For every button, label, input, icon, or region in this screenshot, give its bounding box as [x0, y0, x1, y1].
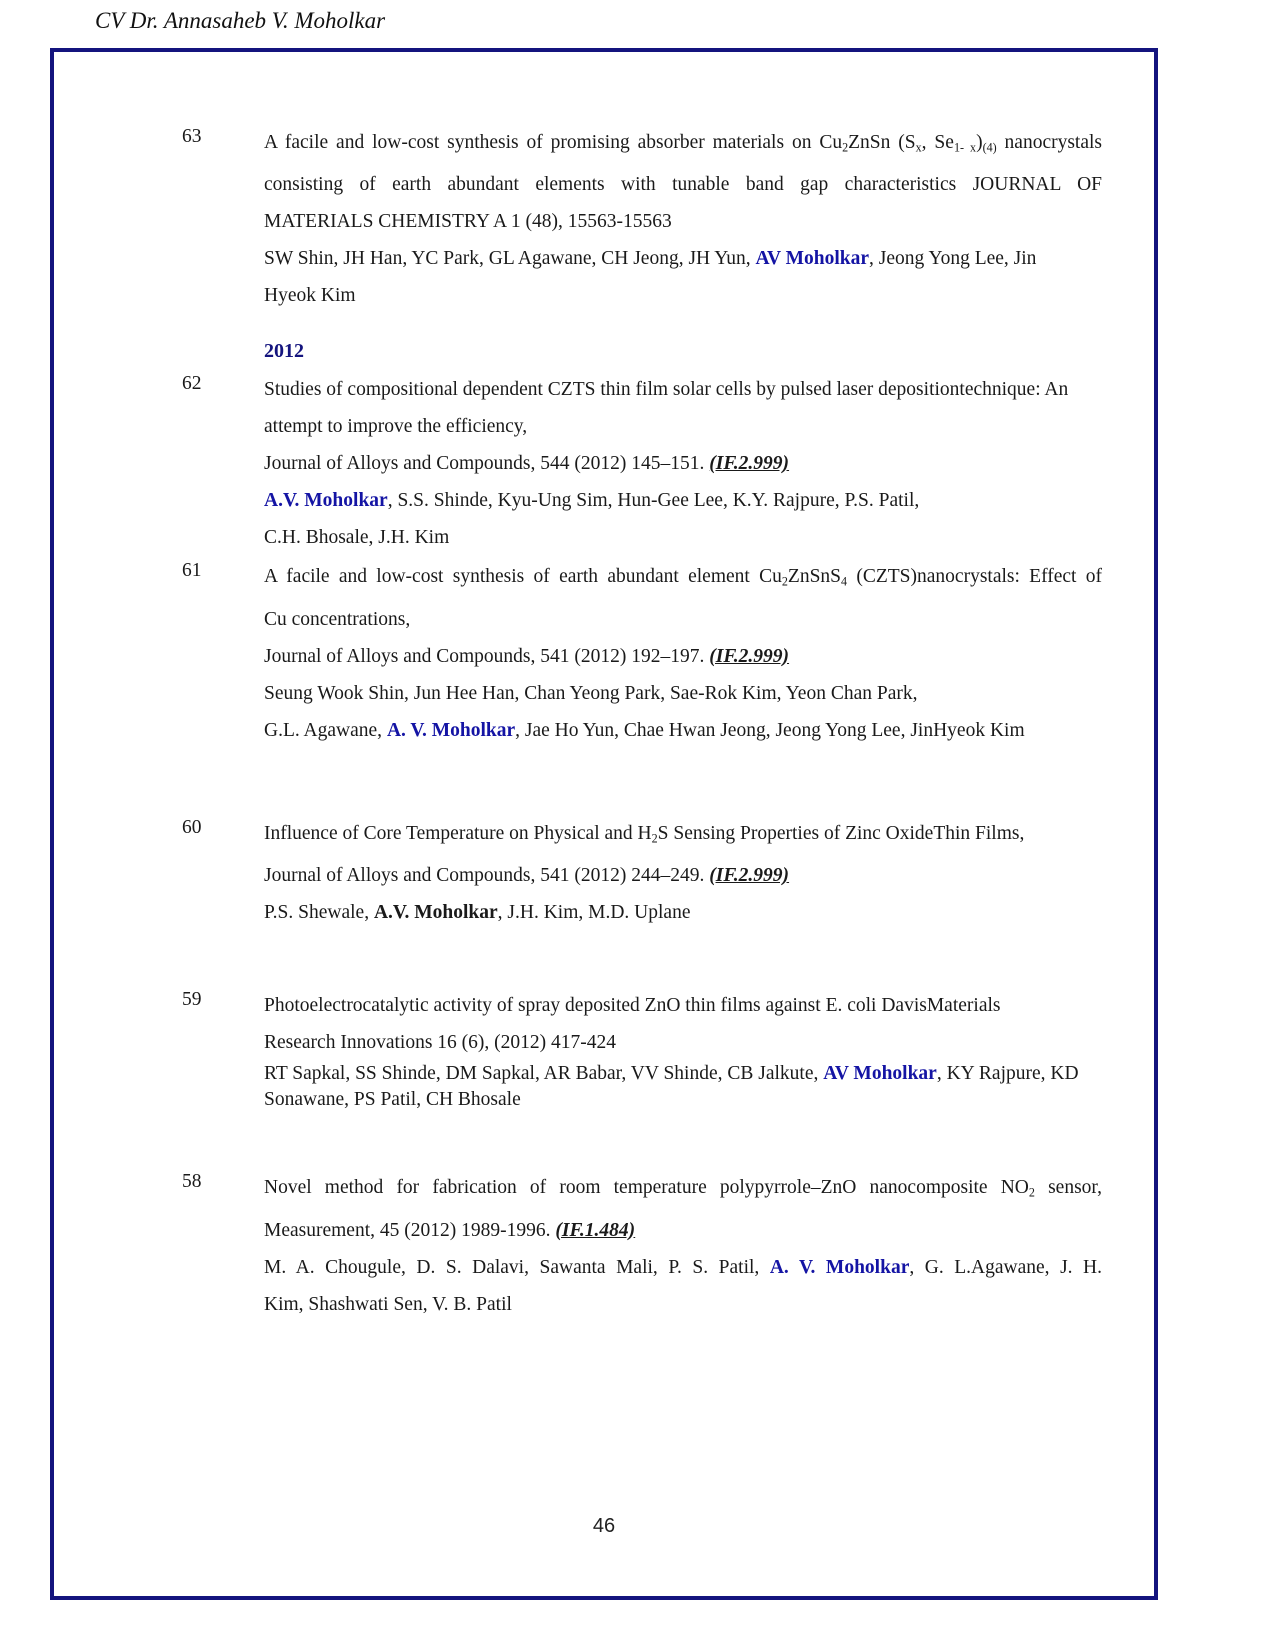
- text-segment: S Sensing Properties of Zinc OxideThin Films,: [657, 822, 1025, 844]
- entry-line: [264, 124, 1102, 166]
- publication-entry: [182, 371, 1154, 556]
- entry-line: [264, 240, 1102, 277]
- text-segment: , Jeong Yong Lee, Jin: [869, 248, 1037, 270]
- text-segment: Novel method for fabrication of room temperature polypyrrole–ZnO nanocomposite NO: [264, 1177, 1029, 1199]
- publication-entry: [182, 1169, 1154, 1322]
- entry-line: [264, 1286, 1102, 1323]
- page-number: 46: [592, 1515, 616, 1537]
- text-segment: Sonawane, PS Patil, CH Bhosale: [264, 1089, 521, 1111]
- text-segment: (IF.1.484): [555, 1219, 636, 1241]
- text-segment: Cu concentrations,: [264, 608, 411, 630]
- text-segment: , G. L.Agawane, J. H.: [909, 1256, 1103, 1278]
- text-segment: Journal of Alloys and Compounds, 544 (2012) 145–151.: [264, 453, 710, 475]
- text-segment: 4: [841, 574, 848, 589]
- text-segment: Hyeok Kim: [264, 285, 356, 307]
- entry-line: [264, 408, 1102, 445]
- entry-line: [264, 1061, 1102, 1087]
- text-segment: A facile and low-cost synthesis of promising absorber materials on Cu: [264, 132, 843, 153]
- text-segment: , Jae Ho Yun, Chae Hwan Jeong, Jeong Yong Lee, JinHyeok Kim: [515, 719, 1025, 741]
- entry-number: 61: [182, 560, 202, 582]
- entry-number: 58: [182, 1171, 202, 1193]
- entry-line: [264, 482, 1102, 519]
- entry-line: [264, 445, 1102, 482]
- text-segment: G.L. Agawane,: [264, 719, 387, 741]
- text-segment: (IF.2.999): [709, 865, 790, 887]
- text-segment: Journal of Alloys and Compounds, 541 (2012) 192–197.: [264, 645, 710, 667]
- entry-body: [264, 558, 1102, 748]
- page-border-frame: [50, 48, 1158, 1600]
- text-segment: consisting of earth abundant elements with tunable band gap characteristics JOURNAL OF: [264, 174, 1102, 196]
- text-segment: Studies of compositional dependent CZTS thin film solar cells by pulsed laser depositiontechnique: An: [264, 379, 1069, 401]
- entry-line: [264, 203, 1102, 240]
- text-segment: SW Shin, JH Han, YC Park, GL Agawane, CH Jeong, JH Yun,: [264, 248, 756, 270]
- text-segment: , KY Rajpure, KD: [936, 1063, 1079, 1085]
- text-segment: (CZTS)nanocrystals: Effect of: [847, 566, 1102, 588]
- entry-body: [264, 371, 1102, 556]
- text-segment: x: [915, 140, 922, 155]
- text-segment: 2: [781, 574, 788, 589]
- entry-line: [264, 371, 1102, 408]
- text-segment: MATERIALS CHEMISTRY A 1 (48), 15563-15563: [264, 211, 672, 233]
- text-segment: , S.S. Shinde, Kyu-Ung Sim, Hun-Gee Lee, K.Y. Rajpure, P.S. Patil,: [387, 490, 920, 512]
- text-segment: ZnSn (S: [848, 132, 916, 153]
- text-segment: nanocrystals: [996, 132, 1103, 153]
- text-segment: P.S. Shewale,: [264, 902, 374, 924]
- text-segment: C.H. Bhosale, J.H. Kim: [264, 527, 450, 549]
- text-segment: RT Sapkal, SS Shinde, DM Sapkal, AR Babar, VV Shinde, CB Jalkute,: [264, 1063, 824, 1085]
- entry-number: 63: [182, 126, 202, 147]
- entry-line: [264, 1024, 1102, 1061]
- text-segment: 2: [842, 140, 849, 155]
- entry-line: [264, 277, 1102, 314]
- text-segment: Photoelectrocatalytic activity of spray deposited ZnO thin films against E. coli DavisMaterials: [264, 995, 1001, 1017]
- entry-line: [264, 1249, 1102, 1286]
- text-segment: Research Innovations 16 (6), (2012) 417-424: [264, 1032, 616, 1054]
- text-segment: Kim, Shashwati Sen, V. B. Patil: [264, 1293, 512, 1315]
- entry-line: [264, 601, 1102, 638]
- text-segment: ZnSnS: [787, 566, 842, 588]
- text-segment: 2: [1028, 1185, 1035, 1200]
- entry-line: [264, 675, 1102, 712]
- publication-entry: [182, 558, 1154, 748]
- text-segment: Influence of Core Temperature on Physical and H: [264, 822, 652, 844]
- moholkar-name: AV Moholkar: [755, 248, 870, 270]
- moholkar-name: AV Moholkar: [823, 1063, 937, 1085]
- year-heading: 2012: [264, 340, 304, 363]
- publication-entry: [182, 987, 1154, 1113]
- publication-entry: [182, 815, 1154, 931]
- text-segment: (IF.2.999): [709, 453, 790, 475]
- text-segment: (IF.2.999): [709, 645, 790, 667]
- entry-body: [264, 124, 1102, 314]
- publication-entry: [182, 124, 1154, 314]
- text-segment: A facile and low-cost synthesis of earth abundant element Cu: [264, 566, 782, 588]
- moholkar-name: A. V. Moholkar: [769, 1256, 910, 1278]
- text-segment: M. A. Chougule, D. S. Dalavi, Sawanta Mali, P. S. Patil,: [264, 1256, 770, 1278]
- entry-line: [264, 1212, 1102, 1249]
- entry-line: [264, 638, 1102, 675]
- publication-list: [54, 52, 1154, 1596]
- text-segment: 1- x: [953, 140, 977, 155]
- entry-line: [264, 987, 1102, 1024]
- entry-line: [264, 166, 1102, 203]
- entry-line: [264, 815, 1102, 857]
- text-segment: Seung Wook Shin, Jun Hee Han, Chan Yeong Park, Sae-Rok Kim, Yeon Chan Park,: [264, 682, 918, 704]
- moholkar-name: A. V. Moholkar: [386, 719, 516, 741]
- entry-line: [264, 558, 1102, 600]
- entry-line: [264, 894, 1102, 931]
- text-segment: , J.H. Kim, M.D. Uplane: [497, 902, 691, 924]
- text-segment: , Se: [921, 132, 954, 153]
- text-segment: 2: [651, 831, 658, 846]
- entry-number: 60: [182, 816, 202, 838]
- entry-line: [264, 1087, 1102, 1113]
- entry-number: 59: [182, 989, 202, 1011]
- entry-body: [264, 987, 1102, 1113]
- entry-line: [264, 712, 1102, 749]
- entry-line: [264, 857, 1102, 894]
- entry-line: [264, 519, 1102, 556]
- moholkar-name: A.V. Moholkar: [373, 902, 498, 924]
- text-segment: sensor,: [1034, 1177, 1103, 1199]
- entry-body: [264, 1169, 1102, 1322]
- text-segment: attempt to improve the efficiency,: [264, 416, 528, 438]
- text-segment: ): [976, 132, 983, 153]
- cv-header-title: CV Dr. Annasaheb V. Moholkar: [95, 8, 386, 33]
- entry-body: [264, 815, 1102, 931]
- moholkar-name: A.V. Moholkar: [264, 490, 388, 512]
- text-segment: Measurement, 45 (2012) 1989-1996.: [264, 1219, 556, 1241]
- text-segment: (4): [982, 140, 997, 155]
- text-segment: Journal of Alloys and Compounds, 541 (2012) 244–249.: [264, 865, 710, 887]
- entry-line: [264, 1169, 1102, 1211]
- entry-number: 62: [182, 373, 202, 395]
